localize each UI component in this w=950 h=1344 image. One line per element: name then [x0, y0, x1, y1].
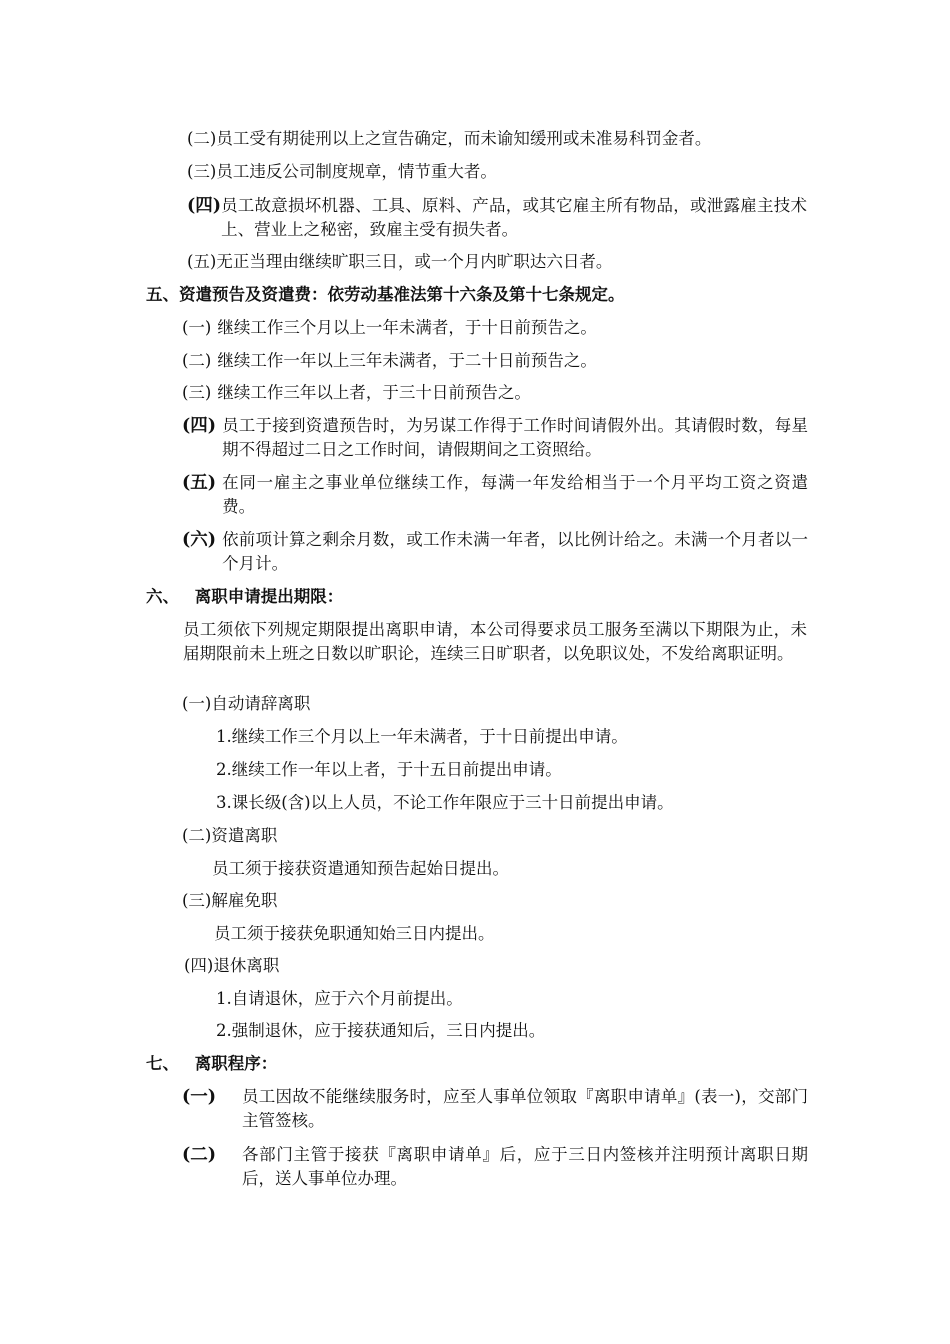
item-text: 在同一雇主之事业单位继续工作，每满一年发给相当于一个月平均工资之资遣费。: [222, 473, 808, 516]
item-text: 员工因故不能继续服务时，应至人事单位领取『离职申请单』(表一)，交部门主管签核。: [242, 1087, 808, 1130]
item-prefix: (二): [182, 1145, 217, 1165]
list-item: [182, 1143, 808, 1191]
list-item: [182, 414, 808, 462]
list-item: 1.自请退休，应于六个月前提出。: [216, 989, 463, 1008]
paragraph: 员工须于接获免职通知始三日内提出。: [214, 924, 495, 943]
list-item: [187, 250, 807, 274]
list-item: [182, 528, 808, 576]
list-item: 3.课长级(含)以上人员，不论工作年限应于三十日前提出申请。: [216, 793, 674, 812]
item-prefix: (一): [182, 1087, 217, 1107]
item-text: 继续工作三个月以上一年未满者，于十日前预告之。: [217, 318, 597, 337]
section-title: 离职申请提出期限：: [194, 587, 344, 606]
subsection-label: (二)资遣离职: [182, 826, 278, 845]
subsection-label: (一)自动请辞离职: [182, 694, 311, 713]
item-prefix: (一): [182, 318, 212, 337]
item-prefix: (四): [187, 196, 222, 216]
item-text: 各部门主管于接获『离职申请单』后，应于三日内签核并注明预计离职日期后，送人事单位办理。: [242, 1145, 808, 1188]
item-prefix: (五): [182, 473, 217, 493]
list-item: [182, 471, 808, 519]
item-prefix: (六): [182, 530, 217, 550]
list-item: [182, 316, 808, 340]
item-prefix: (五): [187, 252, 217, 271]
list-item: 2.继续工作一年以上者，于十五日前提出申请。: [216, 760, 562, 779]
paragraph: 员工须于接获资遣通知预告起始日提出。: [212, 859, 509, 878]
paragraph: 员工须依下列规定期限提出离职申请，本公司得要求员工服务至满以下期限为止，未届期限前未上班之日数以旷职论，连续三日旷职者，以免职议处，不发给离职证明。: [183, 620, 807, 663]
list-item: 1.继续工作三个月以上一年未满者，于十日前提出申请。: [216, 727, 628, 746]
item-text: 无正当理由继续旷职三日，或一个月内旷职达六日者。: [216, 252, 613, 271]
item-text: 员工故意损坏机器、工具、原料、产品，或其它雇主所有物品，或泄露雇主技术上、营业上之秘密，致雇主受有损失者。: [221, 196, 807, 239]
list-item: [182, 381, 808, 405]
list-item: [187, 160, 807, 184]
item-prefix: (三): [187, 162, 217, 181]
list-item: 2.强制退休，应于接获通知后，三日内提出。: [216, 1021, 546, 1040]
list-item: [182, 349, 808, 373]
section-title: 离职程序：: [194, 1054, 278, 1073]
subsection-label: (三)解雇免职: [182, 891, 278, 910]
item-prefix: (二): [187, 129, 217, 148]
section-heading: [146, 585, 343, 609]
item-prefix: (四): [182, 416, 217, 436]
item-prefix: (二): [182, 351, 212, 370]
subsection-label: (四)退休离职: [184, 956, 280, 975]
section-heading: 五、资遣预告及资遣费：依劳动基准法第十六条及第十七条规定。: [146, 285, 625, 304]
list-item: [187, 194, 807, 242]
item-text: 继续工作三年以上者，于三十日前预告之。: [217, 383, 531, 402]
section-number: 七、: [146, 1054, 179, 1073]
section-heading: [146, 1052, 277, 1076]
list-item: [187, 127, 807, 151]
section-number: 六、: [146, 587, 179, 606]
list-item: [182, 1085, 808, 1133]
item-text: 员工于接到资遣预告时，为另谋工作得于工作时间请假外出。其请假时数，每星期不得超过二日之工作时间，请假期间之工资照给。: [222, 416, 808, 459]
item-text: 依前项计算之剩余月数，或工作未满一年者，以比例计给之。未满一个月者以一个月计。: [222, 530, 808, 573]
item-prefix: (三): [182, 383, 212, 402]
item-text: 员工受有期徒刑以上之宣告确定，而未谕知缓刑或未准易科罚金者。: [216, 129, 712, 148]
item-text: 员工违反公司制度规章，情节重大者。: [216, 162, 497, 181]
item-text: 继续工作一年以上三年未满者，于二十日前预告之。: [217, 351, 597, 370]
